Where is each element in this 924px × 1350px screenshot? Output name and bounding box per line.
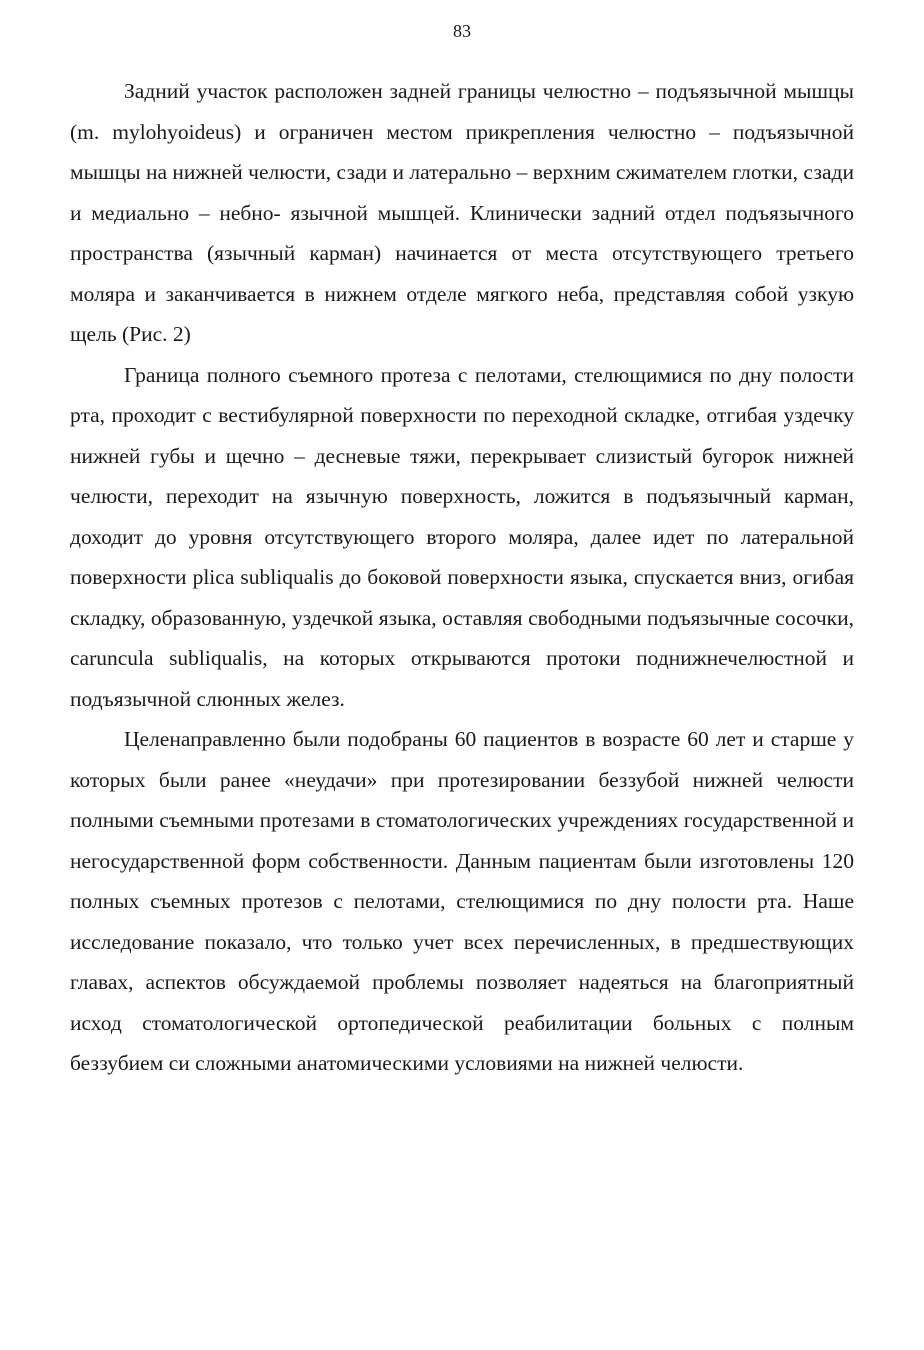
page-number: 83 xyxy=(453,21,471,41)
paragraph-2: Граница полного съемного протеза с пелотами, стелющимися по дну полости рта, проходит с вестибулярной поверхности по переходной складке, отгибая уздечку нижней губы и щечно – десневые тяжи, перекрывает слизистый бугорок нижней челюсти, переходит на язычную поверхность, ложится в подъязычный карман, доходит до уровня отсутствующего второго моляра, далее идет по латеральной поверхности plica subliqualis до боковой поверхности языка, спускается вниз, огибая складку, образованную, уздечкой языка, оставляя свободными подъязычные сосочки, caruncula subliqualis, на которых открываются протоки поднижнечелюстной и подъязычной слюнных желез. xyxy=(70,362,854,711)
document-body xyxy=(70,71,854,1084)
paragraph-1: Задний участок расположен задней границы челюстно – подъязычной мышцы (m. mylohyoideus) и ограничен местом прикрепления челюстно – подъязычной мышцы на нижней челюсти, сзади и латерально – верхним сжимателем глотки, сзади и медиально – небно- язычной мышцей. Клинически задний отдел подъязычного пространства (язычный карман) начинается от места отсутствующего третьего моляра и заканчивается в нижнем отделе мягкого неба, представляя собой узкую щель (Рис. 2) xyxy=(70,79,854,346)
paragraph-3: Целенаправленно были подобраны 60 пациентов в возрасте 60 лет и старше у которых были ранее «неудачи» при протезировании беззубой нижней челюсти полными съемными протезами в стоматологических учреждениях государственной и негосударственной форм собственности. Данным пациентам были изготовлены 120 полных съемных протезов с пелотами, стелющимися по дну полости рта. Наше исследование показало, что только учет всех перечисленных, в предшествующих главах, аспектов обсуждаемой проблемы позволяет надеяться на благоприятный исход стоматологической ортопедической реабилитации больных с полным беззубием си сложными анатомическими условиями на нижней челюсти. xyxy=(70,727,854,1075)
